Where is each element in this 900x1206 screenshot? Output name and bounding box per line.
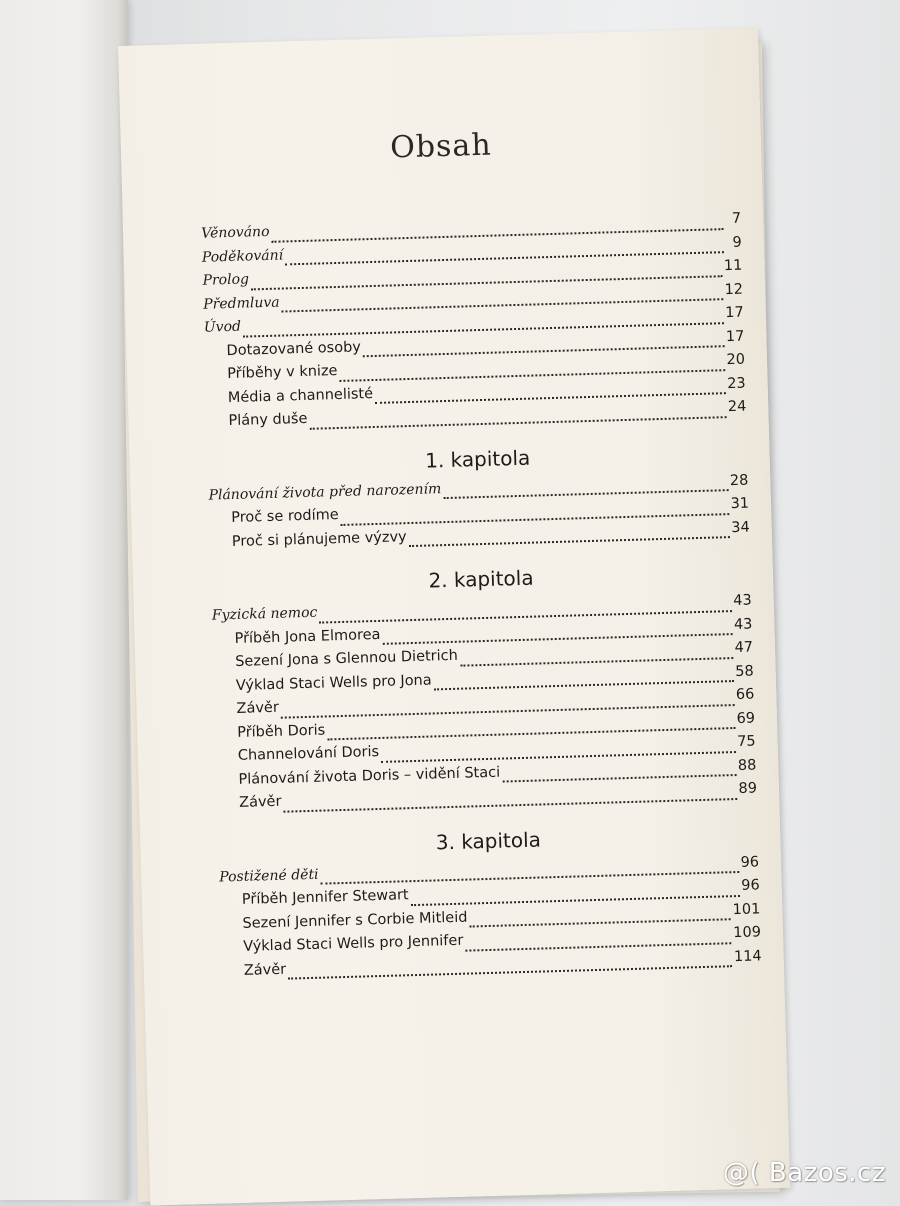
toc-entry-page: 75 (736, 733, 756, 750)
toc-entry-page: 34 (731, 519, 750, 536)
leader-dots (310, 416, 727, 430)
leader-dots (409, 536, 730, 547)
toc-entry-label: Plánování života před narozením (208, 480, 442, 504)
leader-dots (288, 965, 732, 979)
toc-entry-page: 9 (732, 234, 742, 251)
toc-entry-label: Sezení Jona s Glennou Dietrich (235, 647, 459, 670)
toc-entry-label: Věnováno (201, 223, 270, 242)
toc-entry-label: Fyzická nemoc (211, 604, 318, 624)
toc-entry-label: Postižené děti (219, 866, 319, 885)
toc-entry-label: Sezení Jennifer s Corbie Mitleid (242, 909, 468, 932)
toc-entry-page: 17 (725, 328, 745, 345)
toc-entry-label: Výklad Staci Wells pro Jona (235, 671, 432, 694)
toc-entry-page: 96 (740, 853, 760, 871)
toc-entry-page: 31 (730, 495, 750, 513)
toc-entry-page: 66 (735, 686, 755, 703)
toc-entry-label: Příběh Jennifer Stewart (241, 887, 409, 908)
chapter-heading: 2. kapitola (428, 565, 534, 593)
toc-entry-page: 7 (731, 210, 742, 227)
page-title: Obsah (389, 127, 493, 166)
toc-chapter-1 (207, 434, 750, 558)
toc-entry-label: Příběhy v knize (226, 363, 338, 383)
toc-entry-label: Závěr (243, 961, 287, 979)
toc-entry-page: 28 (729, 472, 749, 489)
toc-entry-page: 114 (733, 947, 762, 965)
toc-entry-page: 12 (724, 281, 744, 298)
toc-entry-page: 43 (733, 616, 753, 633)
toc-entry-label: Plánování života Doris – vidění Staci (238, 764, 501, 788)
leader-dots (284, 798, 737, 813)
toc-entry-page: 20 (726, 351, 746, 369)
toc-entry-label: Prolog (202, 271, 250, 289)
toc-entry-page: 47 (734, 639, 754, 657)
toc-entry-page: 96 (741, 877, 760, 894)
toc-entry-label: Příběh Doris (236, 721, 326, 741)
toc-entry-label: Proč si plánujeme výzvy (231, 528, 407, 550)
toc-entry-label: Poděkování (201, 246, 284, 266)
toc-entry-page: 17 (725, 304, 744, 322)
toc-entry-page: 101 (732, 900, 761, 918)
table-of-contents (201, 211, 762, 987)
toc-entry-label: Dotazované osoby (226, 338, 362, 359)
toc-entry-label: Výklad Staci Wells pro Jennifer (242, 932, 464, 955)
left-page-edge (0, 0, 128, 1200)
site-watermark: @( Bazos.cz (723, 1158, 886, 1188)
toc-entry-page: 11 (723, 257, 743, 275)
toc-entry-page: 69 (736, 709, 756, 727)
toc-entry-label: Závěr (238, 793, 282, 811)
toc-entry-label: Příběh Jona Elmorea (234, 626, 381, 647)
toc-entry-label: Média a channelisté (227, 385, 374, 406)
toc-entry-page: 109 (733, 924, 762, 942)
toc-chapter-2 (211, 555, 758, 819)
toc-entry-label: Předmluva (203, 294, 280, 313)
toc-entry-label: Závěr (236, 699, 280, 717)
toc-entry-label: Úvod (203, 318, 242, 336)
toc-entry-page: 24 (727, 398, 747, 416)
chapter-heading: 3. kapitola (435, 827, 542, 854)
toc-entry-label: Proč se rodíme (231, 507, 339, 527)
toc-entry-page: 23 (726, 375, 746, 392)
toc-chapter-3 (218, 816, 762, 987)
toc-intro-section (201, 211, 747, 437)
book-page (118, 28, 790, 1205)
toc-entry-page: 89 (738, 780, 758, 797)
toc-entry-label: Channelování Doris (237, 743, 380, 764)
toc-entry-page: 43 (733, 592, 752, 610)
toc-entry-label: Plány duše (228, 410, 308, 430)
toc-entry-page: 88 (737, 756, 757, 774)
chapter-heading: 1. kapitola (424, 445, 531, 473)
toc-entry-page: 58 (735, 662, 754, 680)
